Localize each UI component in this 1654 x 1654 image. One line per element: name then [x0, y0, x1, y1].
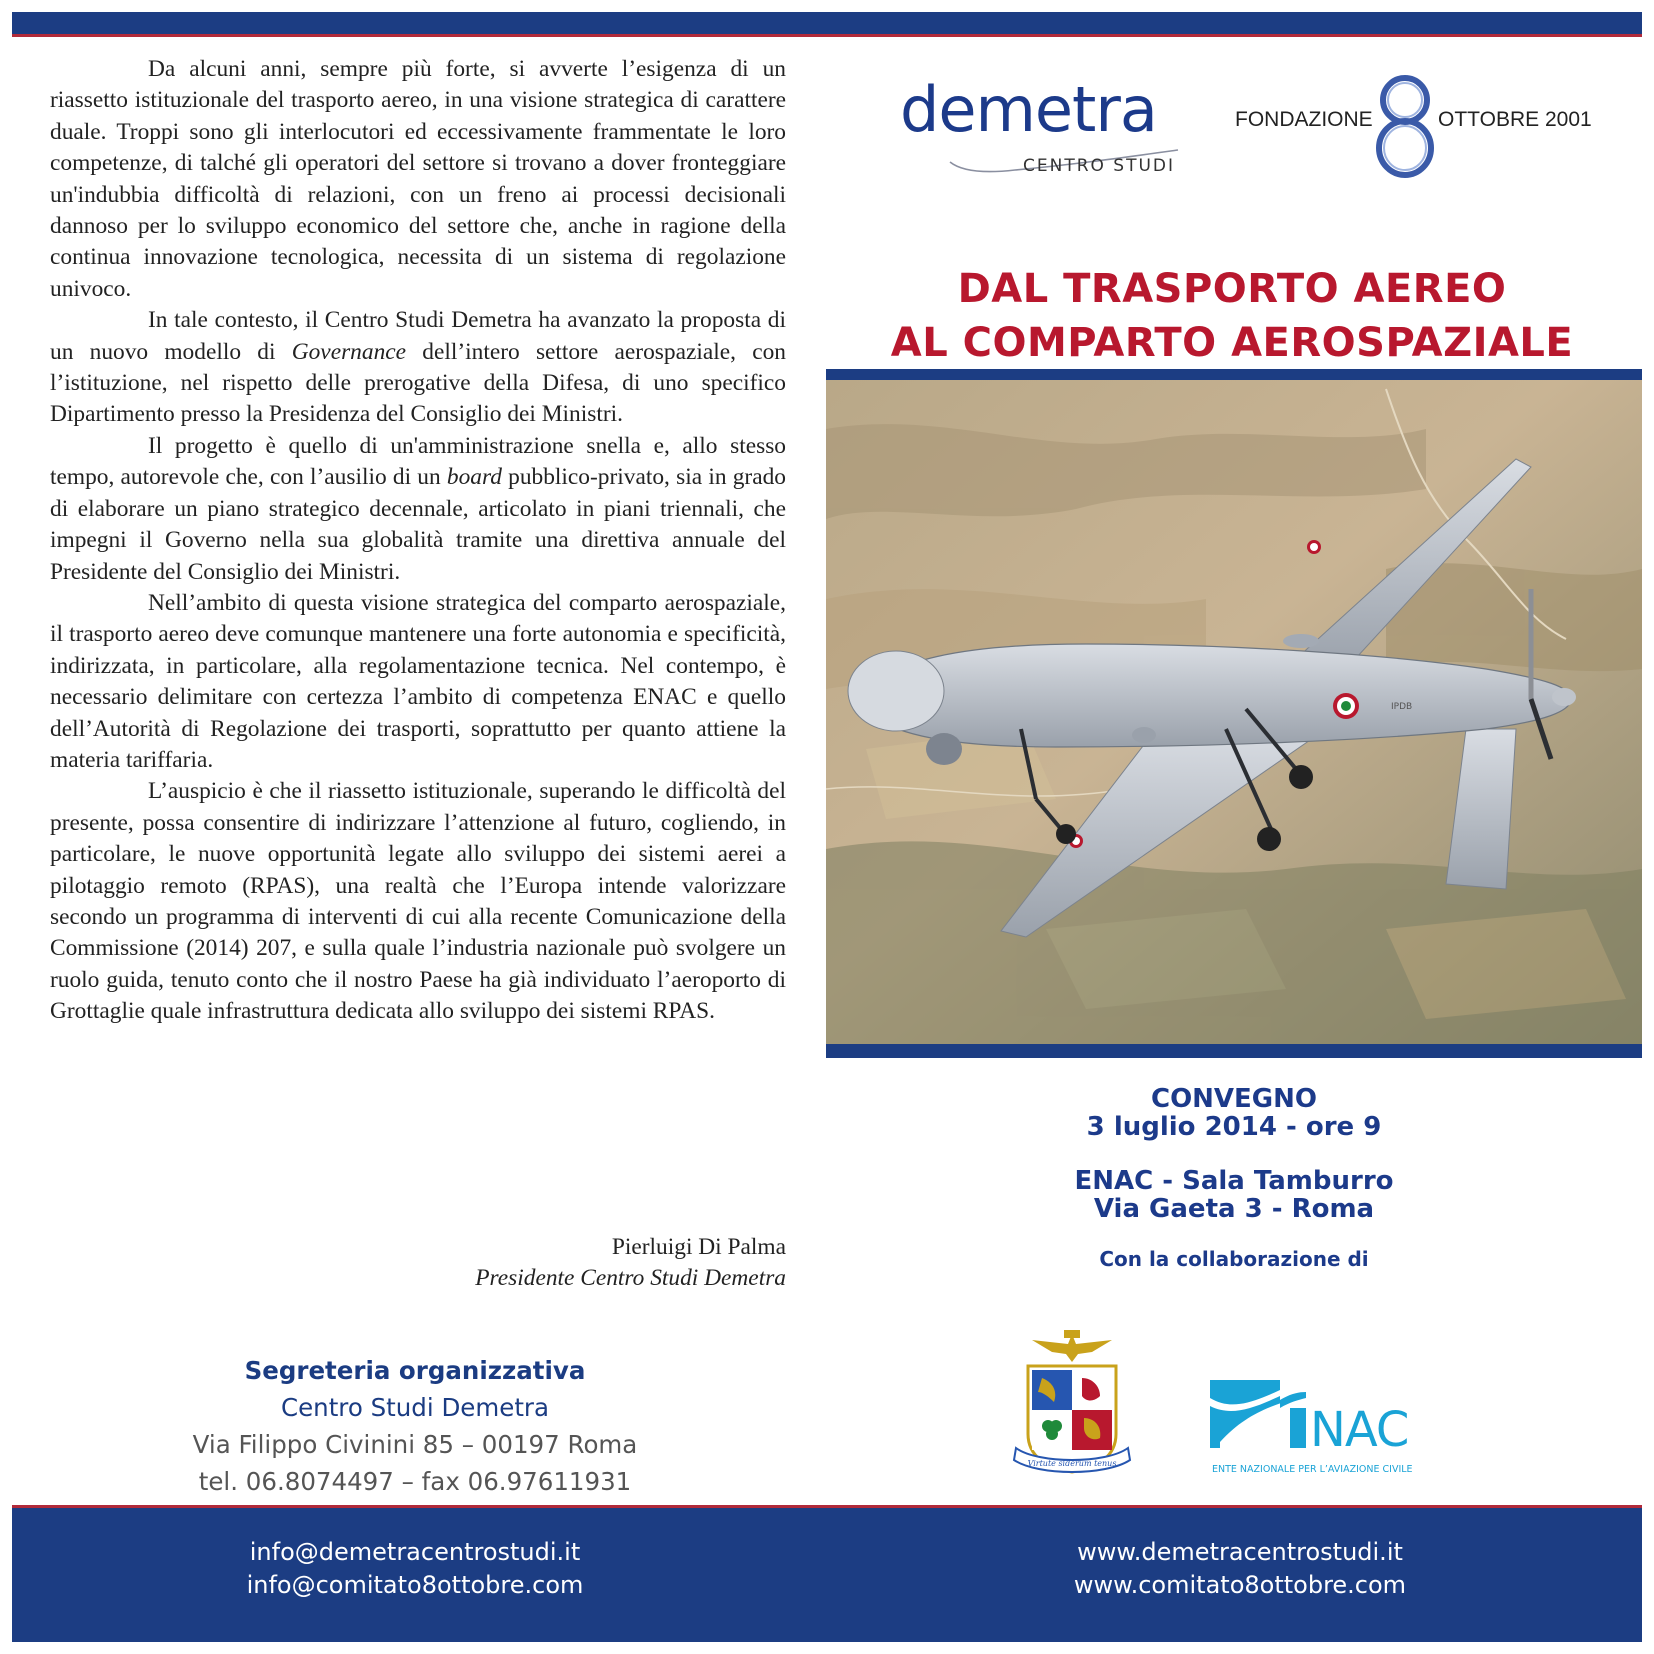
secretariat-phone: tel. 06.8074497 – fax 06.97611931 [198, 1467, 632, 1496]
secretariat-title: Segreteria organizzativa [244, 1356, 586, 1385]
paragraph-3-start: Il progetto è quello di un'amministrazione snella e, allo stesso tempo, autorevole che, con l’ausilio di un [50, 432, 786, 491]
paragraph-3-end: pubblico-privato, sia in grado di elaborare un piano strategico decennale, articolato in piani triennali, che impegni il Governo nella sua globalità tramite una direttiva annuale del Presidente del Consiglio dei Ministri. [50, 464, 786, 585]
title-line-2: AL COMPARTO AEROSPAZIALE [890, 320, 1574, 366]
event-date: 3 luglio 2014 - ore 9 [1086, 1112, 1382, 1142]
title-line-1: DAL TRASPORTO AEREO [957, 266, 1507, 312]
demetra-logo-word: demetra [900, 73, 1157, 146]
event-venue: ENAC - Sala Tamburro [1074, 1166, 1394, 1196]
paragraph-2-end: dell’intero settore aerospaziale, con l’istituzione, nel rispetto delle prerogative della Difesa, di uno specifico Dipartimento presso la Presidenza del Consiglio dei Ministri. [50, 338, 786, 428]
paragraph-2-start: In tale contesto, il Centro Studi Demetra ha avanzato la proposta di un nuovo modello di [50, 307, 786, 365]
top-band [12, 12, 1642, 34]
main-title [826, 262, 1638, 370]
paragraph-2 [50, 305, 786, 431]
air-force-emblem-icon [1008, 1330, 1136, 1480]
signature-name: Pierluigi Di Palma [611, 1234, 786, 1260]
secretariat-address: Via Filippo Civinini 85 – 00197 Roma [192, 1430, 638, 1459]
collaboration-label: Con la collaborazione di [1099, 1247, 1369, 1271]
drone-photo [826, 369, 1642, 1058]
website-comitato[interactable]: www.comitato8ottobre.com [1073, 1571, 1407, 1599]
enac-wordmark: NAC [1310, 1402, 1409, 1458]
fondazione-label: FONDAZIONE [1235, 108, 1373, 131]
footer-websites [1000, 1536, 1480, 1602]
paragraph-5: L’auspicio è che il riassetto istituzionale, superando le difficoltà del presente, possa consentire di indirizzare l’attenzione al futuro, cogliendo, in particolare, le nuove opportunità legate allo sviluppo dei sistemi aerei a pilotaggio remoto (RPAS), una realtà che l’Europa intende valorizzare secondo un programma di interventi di cui alla recente Comunicazione della Commissione (2014) 207, e sulla quale l’industria nazionale può svolgere un ruolo guida, tenuto conto che il nostro Paese ha già individuato l’aeroporto di Grottaglie quale infrastruttura dedicata allo sviluppo dei sistemi RPAS. [50, 778, 786, 1025]
website-demetra[interactable]: www.demetracentrostudi.it [1077, 1538, 1403, 1566]
signature [400, 1232, 786, 1295]
aircraft-code-label: IPDB [1391, 702, 1413, 712]
event-street: Via Gaeta 3 - Roma [1093, 1194, 1375, 1224]
top-accent-line [12, 34, 1642, 37]
body-text [50, 54, 786, 1028]
email-comitato[interactable]: info@comitato8ottobre.com [246, 1571, 584, 1599]
organizing-secretariat [140, 1352, 690, 1500]
paragraph-4: Nell’ambito di questa visione strategica del comparto aerospaziale, il trasporto aereo deve comunque mantenere una forte autonomia e specificità, indirizzata, in particolare, alla regolamentazione tecnica. Nel contempo, è necessario delimitare con certezza l’ambito di competenza ENAC e quello dell’Autorità di Regolazione dei trasporti, soprattutto per quanto attiene la materia tariffaria. [50, 589, 786, 773]
term-board: board [446, 464, 502, 491]
term-governance: Governance [291, 338, 407, 365]
ottobre-label: OTTOBRE 2001 [1438, 108, 1592, 131]
event-info [826, 1085, 1642, 1271]
paragraph-1: Da alcuni anni, sempre più forte, si avverte l’esigenza di un riassetto istituzionale del trasporto aereo, in una visione strategica di carattere duale. Troppi sono gli interlocutori ed eccessivamente frammentate le loro competenze, di talché gli operatori del settore si trovano a dover fronteggiare un'indubbia difficoltà di relazioni, con un freno ai processi decisionali dannoso per lo sviluppo economico del settore che, anche in ragione della continua innovazione tecnologica, necessita di un sistema di regolazione univoco. [50, 56, 786, 302]
email-demetra[interactable]: info@demetracentrostudi.it [249, 1538, 581, 1566]
paragraph-3 [50, 431, 786, 588]
signature-role: Presidente Centro Studi Demetra [475, 1265, 786, 1292]
footer-emails [140, 1536, 690, 1602]
event-label: CONVEGNO [1150, 1084, 1318, 1114]
number-eight-icon [1370, 70, 1440, 180]
enac-logo [1210, 1380, 1436, 1480]
emblem-motto: Virtute siderum tenus [1027, 1459, 1117, 1468]
enac-subtitle: ENTE NAZIONALE PER L’AVIAZIONE CIVILE [1212, 1464, 1413, 1475]
secretariat-organization: Centro Studi Demetra [280, 1393, 550, 1422]
demetra-logo-subtitle: CENTRO STUDI [1023, 156, 1176, 176]
